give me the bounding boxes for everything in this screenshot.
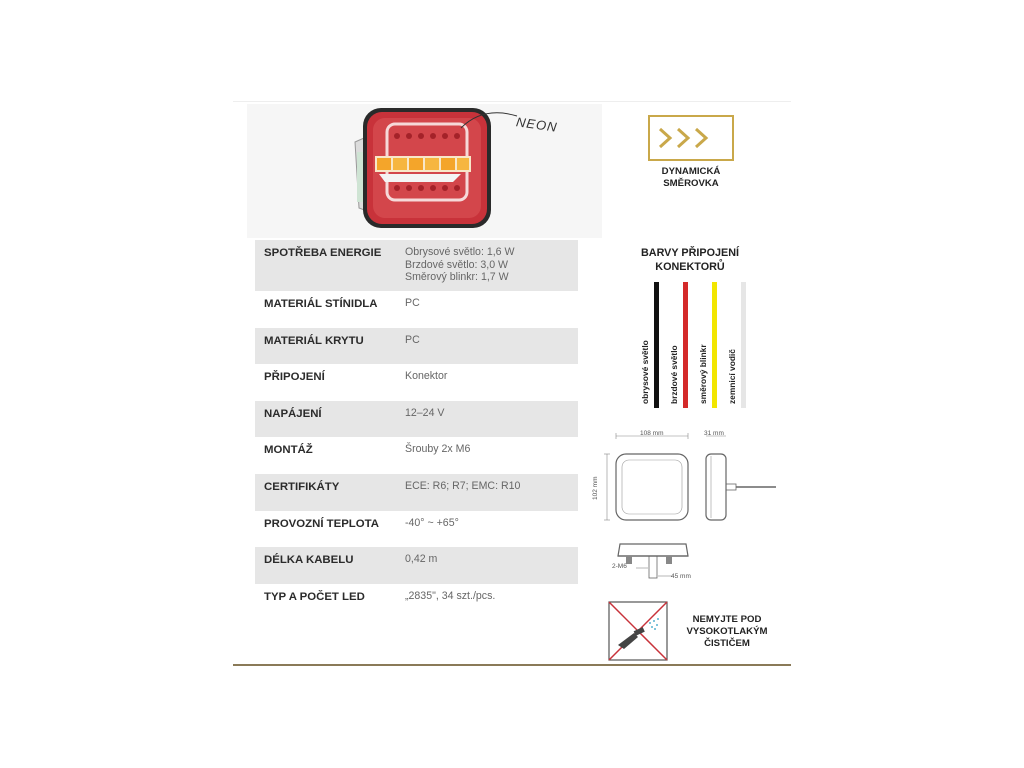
spec-value [397, 474, 578, 493]
spec-value [397, 364, 578, 383]
dynamic-indicator-badge [648, 115, 734, 161]
spec-value-line: Obrysové světlo: 1,6 W [405, 246, 515, 258]
spec-label: PROVOZNÍ TEPLOTA [264, 517, 379, 530]
spec-value-line: Šrouby 2x M6 [405, 443, 471, 456]
warning-line-3: ČISTIČEM [704, 638, 750, 649]
spec-value-line: Směrový blinkr: 1,7 W [405, 271, 509, 283]
spec-value [397, 547, 578, 566]
wire-label: zemnicí vodič [727, 349, 737, 404]
spec-row [255, 328, 578, 365]
dimension-drawing [596, 426, 786, 586]
warning-line-2: VYSOKOTLAKÝM [686, 626, 768, 637]
dim-mount: 2-M6 [612, 563, 627, 570]
wire-label: brzdové světlo [669, 345, 679, 404]
triple-chevron-icon [650, 117, 732, 159]
connector-title-line-2: KONEKTORŮ [655, 261, 725, 273]
spec-value-line: PC [405, 333, 420, 346]
spec-label: MATERIÁL STÍNIDLA [264, 298, 378, 310]
wire-label: směrový blinkr [698, 344, 708, 404]
dim-mount-spacing: 45 mm [671, 573, 691, 580]
spec-row [255, 474, 578, 511]
spec-row [255, 364, 578, 401]
no-pressure-washer-icon [608, 601, 668, 661]
spec-row [255, 547, 578, 584]
wire-3 [712, 282, 717, 408]
spec-value [397, 328, 578, 347]
spec-label: DÉLKA KABELU [264, 554, 354, 567]
spec-value-line: „2835", 34 szt./pcs. [405, 589, 496, 602]
dim-height: 102 mm [592, 476, 599, 500]
spec-value-line: 12–24 V [405, 406, 445, 419]
dynamic-line-1: DYNAMICKÁ [661, 166, 721, 177]
top-divider [233, 101, 791, 102]
spec-label: MONTÁŽ [264, 444, 313, 457]
spec-value [397, 401, 578, 420]
warning-line-1: NEMYJTE POD [692, 614, 762, 625]
spec-label: MATERIÁL KRYTU [264, 334, 364, 347]
wire-2 [683, 282, 688, 408]
neon-label: NEON [515, 114, 559, 135]
spec-label: CERTIFIKÁTY [264, 480, 340, 493]
spec-table [255, 240, 578, 620]
spec-label: PŘIPOJENÍ [264, 371, 325, 384]
warning-text [675, 614, 779, 650]
dim-depth: 31 mm [704, 430, 724, 437]
spec-row [255, 584, 578, 621]
wire-label: obrysové světlo [640, 340, 650, 404]
spec-value [397, 240, 578, 284]
connector-colors-title [628, 246, 752, 274]
spec-value-line: Konektor [405, 370, 448, 383]
spec-label: TYP A POČET LED [264, 590, 365, 603]
spec-value-line: 0,42 m [405, 553, 438, 566]
connector-title-line-1: BARVY PŘIPOJENÍ [640, 247, 739, 259]
spec-value-line: Brzdové světlo: 3,0 W [405, 258, 509, 271]
dim-width: 108 mm [640, 430, 664, 437]
spec-label: NAPÁJENÍ [264, 407, 322, 420]
spec-value [397, 291, 578, 310]
dynamic-indicator-text [640, 166, 742, 190]
spec-row [255, 240, 578, 291]
spec-row [255, 437, 578, 474]
spec-row [255, 401, 578, 438]
spec-value-line: PC [405, 297, 420, 309]
bottom-divider [233, 664, 791, 666]
spec-row [255, 291, 578, 328]
spec-row [255, 511, 578, 548]
spec-value-line: ECE: R6; R7; EMC: R10 [405, 479, 521, 492]
dynamic-line-2: SMĚROVKA [663, 178, 719, 189]
spec-value [397, 511, 578, 530]
spec-value [397, 437, 578, 456]
spec-value-line: -40° ~ +65° [405, 516, 459, 529]
spec-value [397, 584, 578, 603]
wire-1 [654, 282, 659, 408]
wire-4 [741, 282, 746, 408]
spec-label: SPOTŘEBA ENERGIE [264, 247, 382, 259]
